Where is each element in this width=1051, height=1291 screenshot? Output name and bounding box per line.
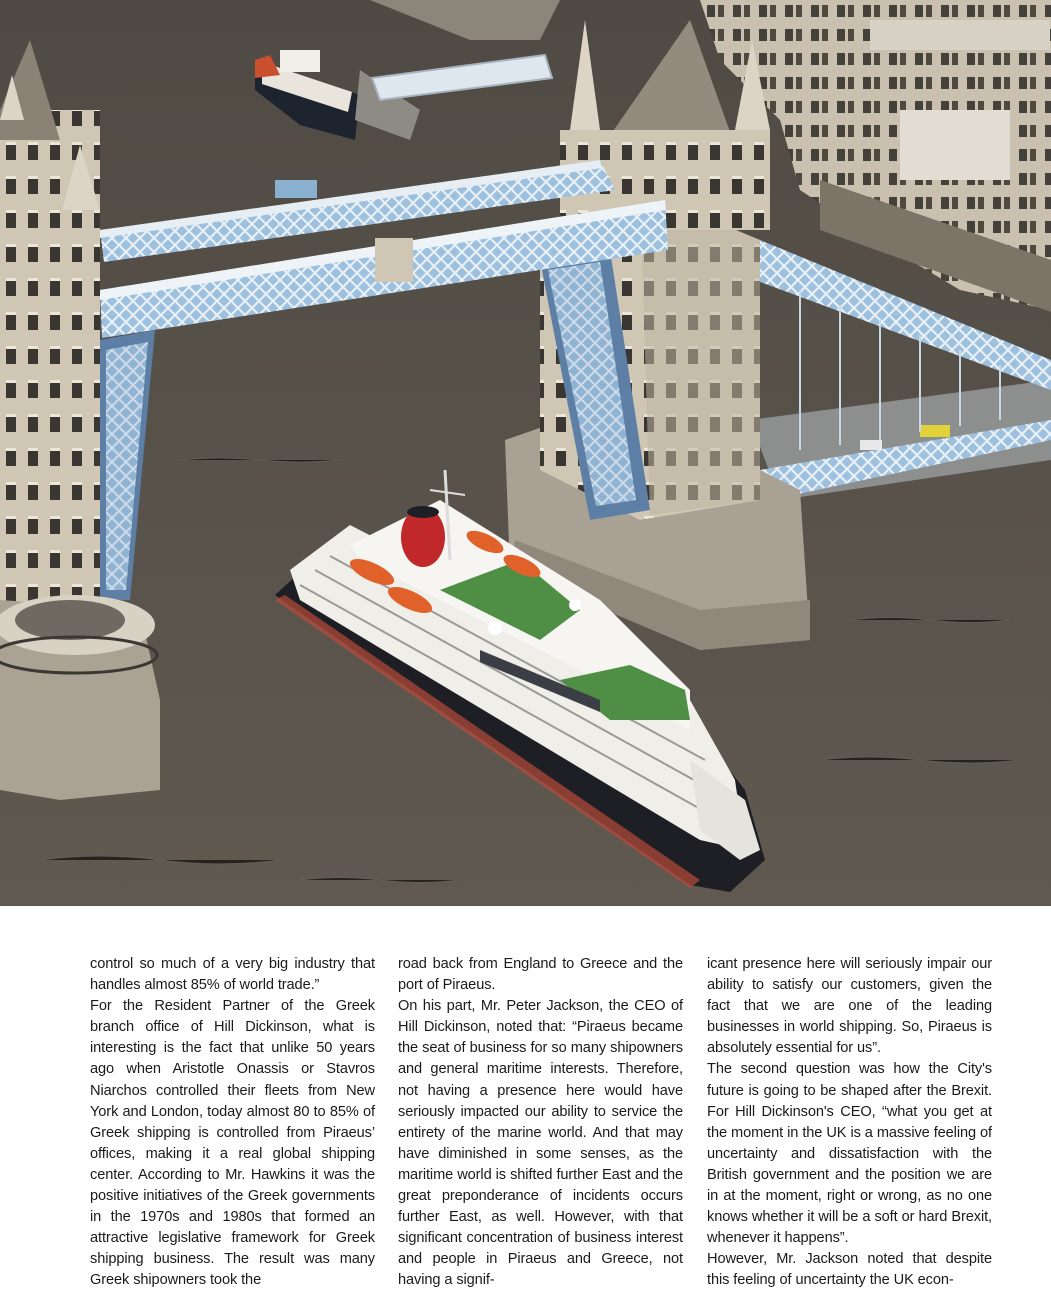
article-column-3 [707, 954, 992, 1291]
paragraph: icant presence here will seriously impair our ability to satisfy our customers, given the fact that we are one of the leading businesses in world shipping. So, Piraeus is absolutely essential for us”. [707, 956, 992, 1057]
paragraph: On his part, Mr. Peter Jackson, the CEO of Hill Dickinson, noted that: “Piraeus became the seat of business for so many shipowners and general maritime interests. Therefore, not having a presence here would have seriously impacted our ability to service the entirety of the marine world. And that may have diminished in some senses, as the maritime world is shifted further East and the great preponderance of incidents occurs further East, as well. However, with that significant concentration of business interest and people in Piraeus and Greece, not having a signif- [398, 998, 683, 1289]
paragraph: For the Resident Partner of the Greek branch office of Hill Dickinson, what is interesting is the fact that unlike 50 years ago when Aristotle Onassis or Stavros Niarchos controlled their fleets from New York and London, today almost 80 to 85% of Greek shipping is controlled from Piraeus’ offices, making it a real global shipping center. According to Mr. Hawkins it was the positive initiatives of the Greek governments in the 1970s and 1980s that formed an attractive legislative framework for Greek shipping business. The result was many Greek shipowners took the [90, 998, 375, 1289]
article-column-2 [398, 954, 683, 1291]
paragraph: control so much of a very big industry that handles almost 85% of world trade.” [90, 956, 375, 994]
paragraph: However, Mr. Jackson noted that despite this feeling of uncertainty the UK econ- [707, 1251, 992, 1289]
article-column-1 [90, 954, 375, 1291]
article-body [0, 954, 1051, 1291]
paragraph: road back from England to Greece and the port of Piraeus. [398, 956, 683, 994]
paragraph: The second question was how the City's future is going to be shaped after the Brexit. For Hill Dickinson's CEO, “what you get at the moment in the UK is a massive feeling of uncertainty and dissatisfaction with the British government and the position we are in at the moment, right or wrong, as no one knows whether it will be a soft or hard Brexit, whenever it happens”. [707, 1061, 992, 1247]
